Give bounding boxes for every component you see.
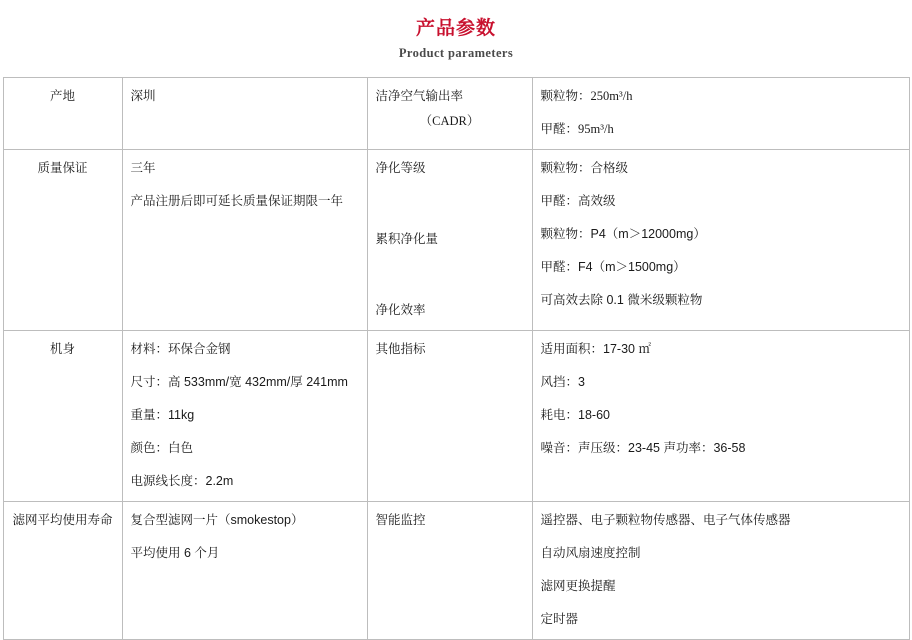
value-line: 颗粒物：合格级 [540, 161, 629, 175]
row-label-secondary [367, 331, 532, 502]
value-line: 重量：11kg [130, 408, 195, 422]
row-label-secondary [367, 502, 532, 640]
label-line-sub: （CADR） [419, 114, 480, 128]
row-label-secondary [367, 78, 532, 150]
label-line: 净化效率 [375, 303, 426, 317]
value-line: 甲醛：高效级 [540, 194, 616, 208]
table-row [3, 331, 909, 502]
value-line: 颜色：白色 [130, 441, 194, 455]
row-value [122, 502, 367, 640]
value-line: 平均使用 6 个月 [130, 546, 220, 560]
value-line: 深圳 [130, 89, 156, 103]
value-line: 自动风扇速度控制 [540, 546, 641, 560]
value-line: 复合型滤网一片（smokestop） [130, 513, 304, 527]
value-line: 适用面积：17-30 ㎡ [540, 342, 651, 356]
page-title [0, 0, 912, 63]
label-line: 累积净化量 [375, 232, 439, 246]
value-line: 风挡：3 [540, 375, 585, 389]
label-line: 洁净空气输出率 [375, 89, 464, 103]
value-line: 三年 [130, 161, 156, 175]
row-label-secondary [367, 150, 532, 331]
row-value-secondary [532, 331, 909, 502]
value-line: 颗粒物：250m³/h [540, 89, 633, 103]
table-row [3, 78, 909, 150]
table-row [3, 150, 909, 331]
label-line: 智能监控 [375, 513, 426, 527]
row-label: 滤网平均使用寿命 [3, 502, 122, 640]
row-label: 机身 [3, 331, 122, 502]
value-line: 材料：环保合金钢 [130, 342, 231, 356]
value-line: 颗粒物：P4（m＞12000mg） [540, 227, 706, 241]
value-line: 滤网更换提醒 [540, 579, 616, 593]
page-title-cn: 产品参数 [415, 18, 496, 39]
value-line: 耗电：18-60 [540, 408, 610, 422]
value-line: 定时器 [540, 612, 579, 626]
value-line: 甲醛：95m³/h [540, 122, 614, 136]
value-line: 产品注册后即可延长质量保证期限一年 [130, 194, 344, 208]
value-line: 噪音：声压级：23-45 声功率：36-58 [540, 441, 746, 455]
value-line: 甲醛：F4（m＞1500mg） [540, 260, 686, 274]
row-label: 产地 [3, 78, 122, 150]
row-value [122, 78, 367, 150]
row-value-secondary [532, 150, 909, 331]
row-value-secondary [532, 502, 909, 640]
value-line: 可高效去除 0.1 微米级颗粒物 [540, 293, 703, 307]
value-line: 尺寸：高 533mm/宽 432mm/厚 241mm [130, 375, 348, 389]
table-row [3, 502, 909, 640]
label-line: 其他指标 [375, 342, 426, 356]
value-line: 电源线长度：2.2m [130, 474, 234, 488]
row-value [122, 150, 367, 331]
page-title-en: Product parameters [398, 46, 514, 60]
specifications-table [3, 77, 910, 640]
row-label: 质量保证 [3, 150, 122, 331]
label-line: 净化等级 [375, 161, 426, 175]
value-line: 遥控器、电子颗粒物传感器、电子气体传感器 [540, 513, 791, 527]
row-value-secondary [532, 78, 909, 150]
row-value [122, 331, 367, 502]
